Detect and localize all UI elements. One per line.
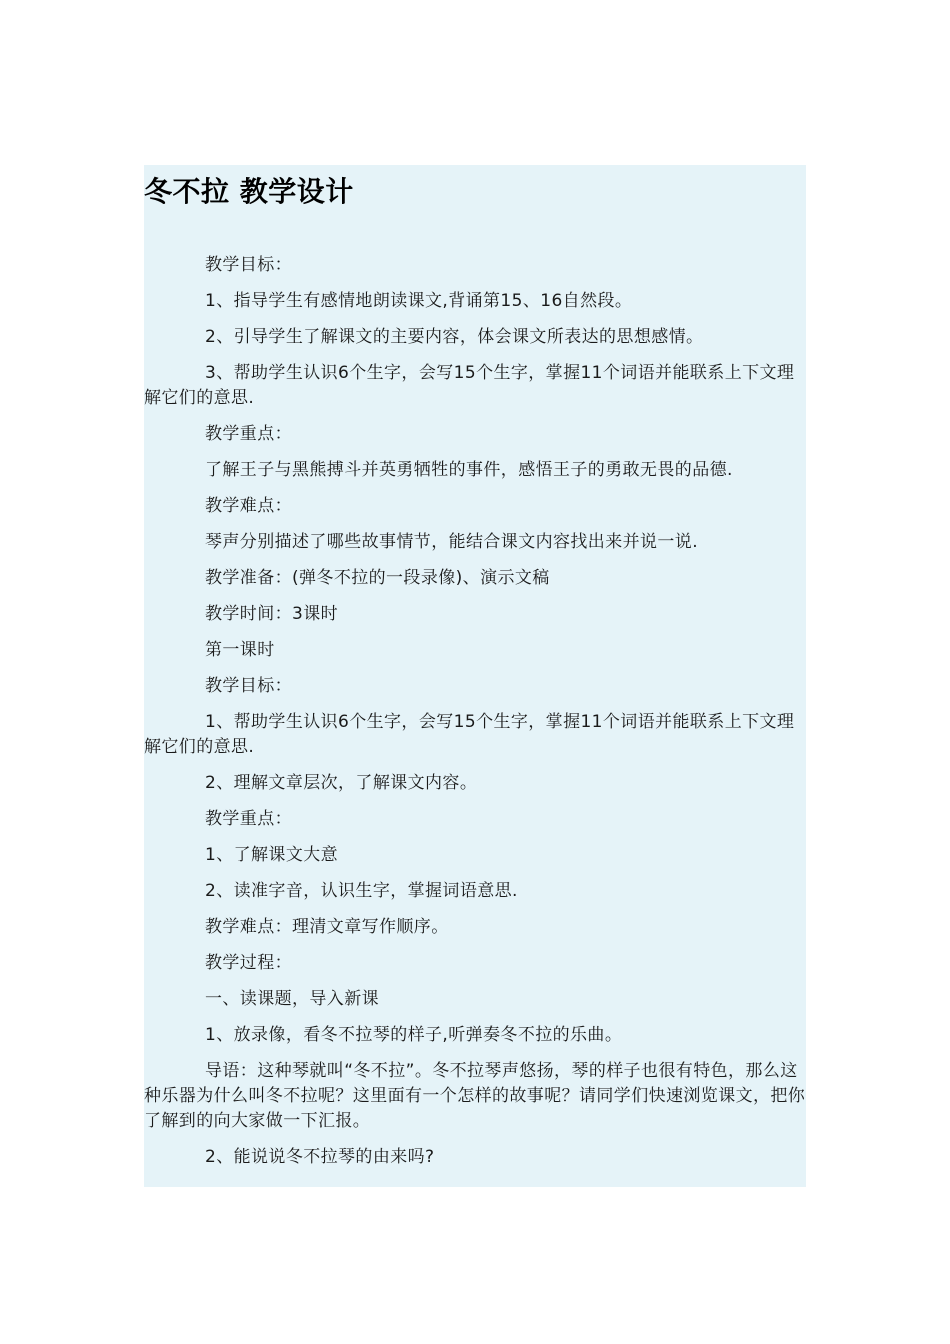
paragraph: 2、能说说冬不拉琴的由来吗? xyxy=(205,1147,435,1167)
paragraph: 教学难点：理清文章写作顺序。 xyxy=(205,917,449,937)
paragraph: 一、读课题，导入新课 xyxy=(205,989,379,1009)
paragraph: 教学时间：3课时 xyxy=(205,604,339,624)
paragraph: 导语：这种琴就叫“冬不拉”。冬不拉琴声悠扬，琴的样子也很有特色，那么这种乐器为什么叫冬不拉呢？这里面有一个怎样的故事呢？请同学们快速浏览课文，把你了解到的向大家做一下汇报。 xyxy=(144,1061,806,1131)
paragraph: 1、放录像，看冬不拉琴的样子,听弹奏冬不拉的乐曲。 xyxy=(205,1025,623,1045)
paragraph: 1、指导学生有感情地朗读课文,背诵第15、16自然段。 xyxy=(205,291,633,311)
paragraph: 了解王子与黑熊搏斗并英勇牺牲的事件，感悟王子的勇敢无畏的品德. xyxy=(205,460,733,480)
paragraph-list xyxy=(144,253,806,1170)
paragraph: 教学难点： xyxy=(205,496,292,516)
paragraph: 教学重点： xyxy=(205,424,292,444)
paragraph: 琴声分别描述了哪些故事情节，能结合课文内容找出来并说一说. xyxy=(205,532,699,552)
paragraph: 教学过程： xyxy=(205,953,292,973)
paragraph: 2、引导学生了解课文的主要内容，体会课文所表达的思想感情。 xyxy=(205,327,704,347)
paragraph: 教学目标： xyxy=(205,676,292,696)
paragraph: 3、帮助学生认识6个生字，会写15个生字，掌握11个词语并能联系上下文理解它们的意思. xyxy=(144,363,795,408)
paragraph: 2、理解文章层次，了解课文内容。 xyxy=(205,773,478,793)
paragraph: 第一课时 xyxy=(205,640,275,660)
paragraph: 2、读准字音，认识生字，掌握词语意思. xyxy=(205,881,518,901)
paragraph: 教学准备：(弹冬不拉的一段录像)、演示文稿 xyxy=(205,568,550,588)
paragraph: 1、了解课文大意 xyxy=(205,845,339,865)
document-content xyxy=(144,165,806,1187)
paragraph: 教学重点： xyxy=(205,809,292,829)
paragraph: 1、帮助学生认识6个生字，会写15个生字，掌握11个词语并能联系上下文理解它们的意思. xyxy=(144,712,795,757)
paragraph: 教学目标： xyxy=(205,255,292,275)
document-title: 冬不拉 教学设计 xyxy=(144,175,354,208)
